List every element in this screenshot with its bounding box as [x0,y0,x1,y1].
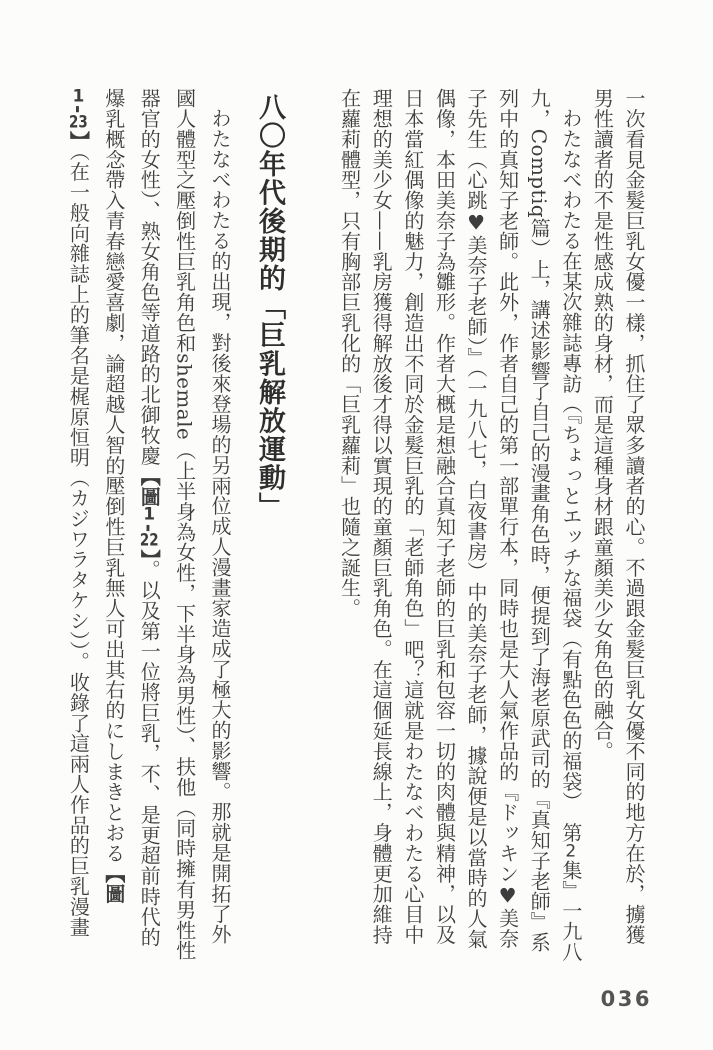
paragraph-2: わたなべわたる在某次雜誌專訪（『ちょっとエッチな福袋（有點色色的福袋） 第2集』一九八九，Comptiq篇）上，講述影響了自己的漫畫角色時，便提到了海老原武司的『真知子老師』系列中的真知子老師。此外，作者自己的第一部單行本，同時也是大人氣作品的『ドッキン♥美奈子先生（心跳♥美奈子老師）』（一九八七，白夜書房）中的美奈子老師，據說便是以當時的人氣偶像，本田美奈子為雛形。作者大概是想融合真知子老師的巨乳和包容一切的肉體與精神，以及日本當紅偶像的魅力，創造出不同於金髮巨乳的「老師角色」吧？這就是わたなべわたる心目中理想的美少女——乳房獲得解放後才得以實現的童顏巨乳角色。在這個延長線上，身體更加維持在蘿莉體型，只有胸部巨乳化的「巨乳蘿莉」也隨之誕生。 [337,88,583,962]
paragraph-3: わたなべわたる的出現，對後來登場的另兩位成人漫畫家造成了極大的影響。那就是開拓了外國人體型之壓倒性巨乳角色和shemale（上半身為女性，下半身為男性）、扶他（同時擁有男性性器官的女性）、熟女角色等道路的北御牧慶【圖1-22】。以及第一位將巨乳，不、是更超前時代的爆乳概念帶入青春戀愛喜劇，論超越人智的壓倒性巨乳無人可出其右的にしまきとおる【圖1-23】（在一般向雜誌上的筆名是梶原恒明（カジワラタケシ））。收錄了這兩人作品的巨乳漫畫 [66,88,233,961]
body-text-block-2 [60,88,237,964]
section-heading: 八〇年代後期的「巨乳解放運動」 [254,93,285,521]
paragraph-1: 一次看見金髮巨乳女優一樣，抓住了眾多讀者的心。不過跟金髮巨乳女優不同的地方在於，擄獲男性讀者的不是性感成熟的身材，而是這種身材跟童顏美少女角色的融合。 [590,88,646,945]
page-number: 036 [600,987,652,1011]
body-text-block-1 [333,88,649,964]
figure-reference: 【圖1-23】 [66,88,126,905]
figure-reference: 【圖1-22】 [137,465,162,560]
